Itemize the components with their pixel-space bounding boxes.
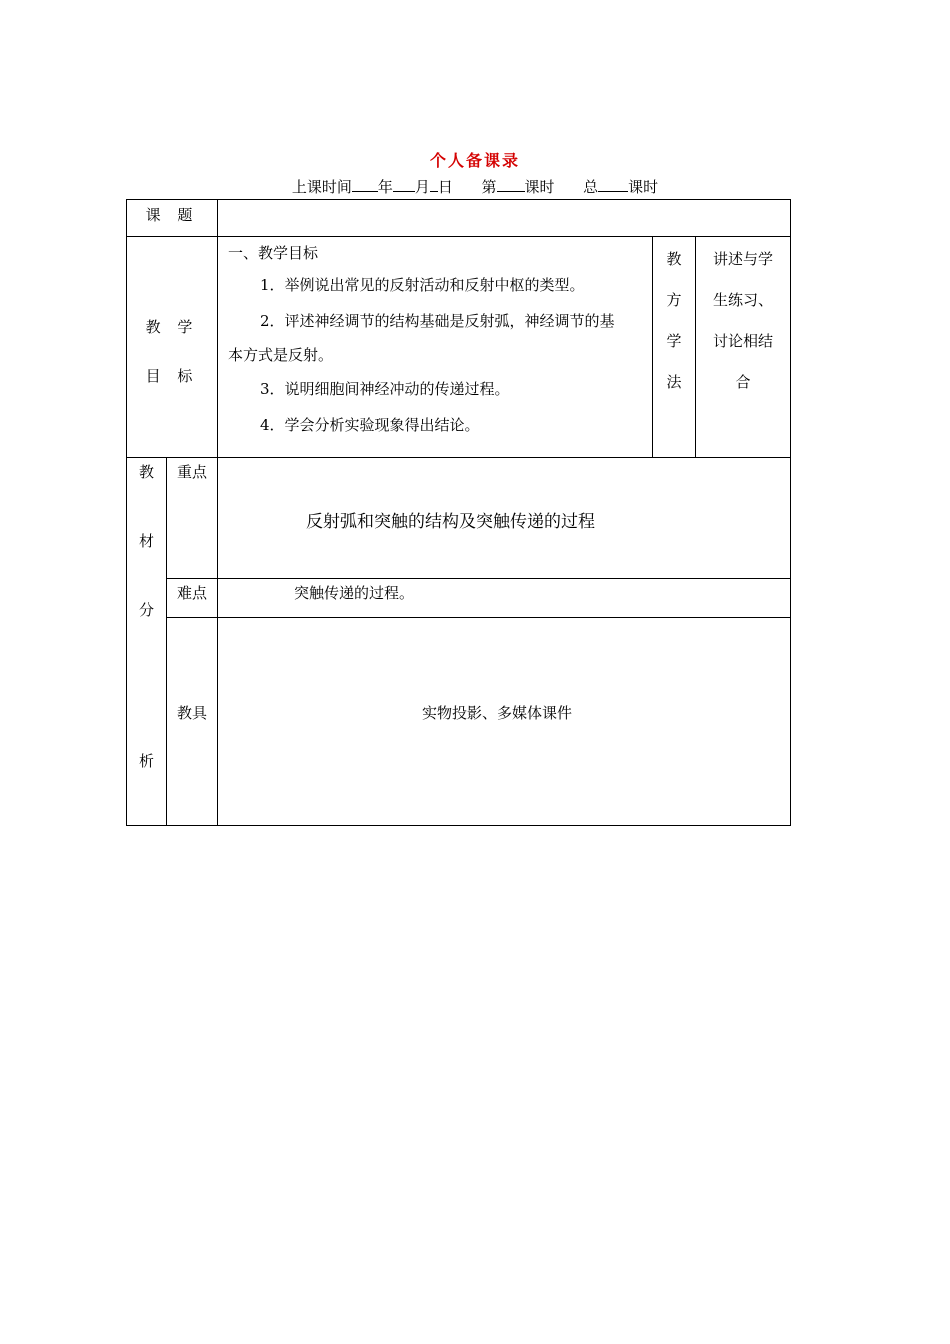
tools-value-cell xyxy=(218,618,791,826)
analysis-label-char-1: 教 xyxy=(138,463,154,481)
lesson-plan-table xyxy=(126,199,791,826)
topic-value-cell xyxy=(218,200,791,237)
day-blank xyxy=(430,177,438,192)
method-label-char-1: 教 xyxy=(666,250,682,268)
key-value-cell xyxy=(218,458,791,579)
key-value: 反射弧和突触的结构及突触传递的过程 xyxy=(306,512,595,532)
objective-item-3: 3．说明细胞间神经冲动的传递过程。 xyxy=(260,380,510,398)
year-label: 年 xyxy=(377,178,393,196)
objectives-row xyxy=(127,237,791,458)
difficulty-label-cell xyxy=(167,579,218,618)
period-prefix: 第 xyxy=(481,178,497,196)
page-title: 个人备课录 xyxy=(429,151,520,170)
method-value-line-2: 生练习、 xyxy=(713,291,774,309)
method-value-cell xyxy=(696,237,791,458)
method-value-line-3: 讨论相结 xyxy=(713,332,774,350)
analysis-label-char-4: 析 xyxy=(138,752,154,770)
objective-item-4: 4．学会分析实验现象得出结论。 xyxy=(260,416,480,434)
topic-row xyxy=(127,200,791,237)
method-label-cell xyxy=(653,237,696,458)
difficulty-value: 突触传递的过程。 xyxy=(294,584,415,602)
tools-row xyxy=(127,618,791,826)
objectives-content-cell xyxy=(218,237,653,458)
difficulty-value-cell xyxy=(218,579,791,618)
difficulty-label: 难点 xyxy=(176,584,207,602)
total-prefix: 总 xyxy=(583,178,599,196)
objective-item-2-continued: 本方式是反射。 xyxy=(228,346,334,364)
tools-label: 教具 xyxy=(176,704,207,722)
time-label: 上课时间 xyxy=(291,178,352,196)
method-value-line-1: 讲述与学 xyxy=(713,250,774,268)
tools-value: 实物投影、多媒体课件 xyxy=(422,704,573,722)
total-blank xyxy=(598,177,628,192)
month-label: 月 xyxy=(414,178,430,196)
key-label-cell xyxy=(167,458,218,579)
objective-item-2: 2．评述神经调节的结构基础是反射弧，神经调节的基 xyxy=(260,312,615,330)
objectives-label-line2: 目 标 xyxy=(145,367,199,385)
method-label-char-3: 学 xyxy=(666,332,682,350)
objective-item-1: 1．举例说出常见的反射活动和反射中枢的类型。 xyxy=(260,276,585,294)
key-label: 重点 xyxy=(176,463,207,481)
difficulty-row xyxy=(127,579,791,618)
analysis-label-char-3: 分 xyxy=(138,601,154,619)
method-label-char-2: 方 xyxy=(666,291,682,309)
year-blank xyxy=(352,177,378,192)
method-value-line-4: 合 xyxy=(735,373,751,391)
analysis-label-cell xyxy=(127,458,167,826)
method-label-char-4: 法 xyxy=(666,373,682,391)
period-suffix: 课时 xyxy=(524,178,555,196)
day-label: 日 xyxy=(437,178,453,196)
objectives-label-cell xyxy=(127,237,218,458)
topic-label-cell xyxy=(127,200,218,237)
topic-label: 课 题 xyxy=(145,206,199,224)
month-blank xyxy=(393,177,415,192)
objectives-heading: 一、教学目标 xyxy=(228,244,319,262)
tools-label-cell xyxy=(167,618,218,826)
objectives-label-line1: 教 学 xyxy=(145,318,199,336)
analysis-label-char-2: 材 xyxy=(138,532,154,550)
total-suffix: 课时 xyxy=(628,178,659,196)
class-time-line xyxy=(0,176,950,197)
key-point-row xyxy=(127,458,791,579)
period-blank xyxy=(497,177,525,192)
